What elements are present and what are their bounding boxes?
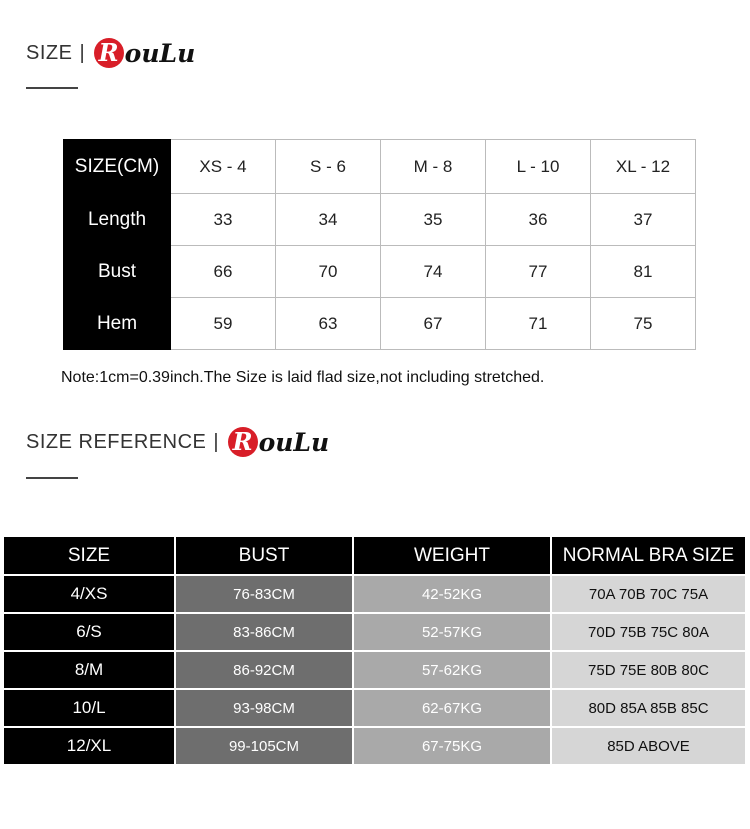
table-row <box>4 652 745 688</box>
table-cell: 76-83CM <box>176 576 352 612</box>
table-cell: 63 <box>276 298 381 350</box>
table-cell: 93-98CM <box>176 690 352 726</box>
column-header: WEIGHT <box>354 537 550 574</box>
size-column-header: S - 6 <box>276 140 381 194</box>
roulu-logo <box>228 427 330 457</box>
heading-underline <box>26 87 78 89</box>
table-cell: 67-75KG <box>354 728 550 764</box>
table-row <box>4 728 745 764</box>
roulu-logo <box>94 38 196 68</box>
column-header: SIZE <box>4 537 174 574</box>
table-cell: 83-86CM <box>176 614 352 650</box>
table-cell: 86-92CM <box>176 652 352 688</box>
row-label: Bust <box>64 246 171 298</box>
table-cell: 66 <box>171 246 276 298</box>
table-cell: 71 <box>486 298 591 350</box>
table-cell: 36 <box>486 194 591 246</box>
table-cell: 70A 70B 70C 75A <box>552 576 745 612</box>
table-cell: 59 <box>171 298 276 350</box>
table-cell: 74 <box>381 246 486 298</box>
size-reference-heading <box>26 427 329 457</box>
heading-underline <box>26 477 78 479</box>
table-cell: 70D 75B 75C 80A <box>552 614 745 650</box>
table-cell: 33 <box>171 194 276 246</box>
logo-initial: R <box>228 427 258 457</box>
logo-initial: R <box>94 38 124 68</box>
table-row <box>4 614 745 650</box>
table-row <box>64 194 696 246</box>
table-cell: 34 <box>276 194 381 246</box>
table-row <box>64 298 696 350</box>
size-reference-heading-text: SIZE REFERENCE <box>26 430 207 453</box>
table-cell: 57-62KG <box>354 652 550 688</box>
table-cell: 67 <box>381 298 486 350</box>
size-heading <box>26 38 195 68</box>
size-column-header: XS - 4 <box>171 140 276 194</box>
table-cell: 35 <box>381 194 486 246</box>
table-cell: 6/S <box>4 614 174 650</box>
logo-text: ouLu <box>124 38 196 68</box>
size-column-header: M - 8 <box>381 140 486 194</box>
table-cell: 42-52KG <box>354 576 550 612</box>
table-cell: 4/XS <box>4 576 174 612</box>
table-cell: 77 <box>486 246 591 298</box>
column-header: NORMAL BRA SIZE <box>552 537 745 574</box>
table-cell: 62-67KG <box>354 690 550 726</box>
table-cell: 81 <box>591 246 696 298</box>
table-cell: 52-57KG <box>354 614 550 650</box>
table-cell: 80D 85A 85B 85C <box>552 690 745 726</box>
table-cell: 12/XL <box>4 728 174 764</box>
row-label: Hem <box>64 298 171 350</box>
size-header-cell: SIZE(CM) <box>64 140 171 194</box>
logo-text: ouLu <box>258 427 330 457</box>
row-label: Length <box>64 194 171 246</box>
heading-separator: | <box>79 41 85 64</box>
column-header: BUST <box>176 537 352 574</box>
table-cell: 85D ABOVE <box>552 728 745 764</box>
table-cell: 10/L <box>4 690 174 726</box>
table-header-row <box>4 537 745 574</box>
size-note: Note:1cm=0.39inch.The Size is laid flad size,not including stretched. <box>61 369 545 386</box>
size-heading-text: SIZE <box>26 41 73 64</box>
size-column-header: XL - 12 <box>591 140 696 194</box>
table-row <box>4 690 745 726</box>
size-chart-table <box>63 139 696 350</box>
table-cell: 99-105CM <box>176 728 352 764</box>
table-cell: 75D 75E 80B 80C <box>552 652 745 688</box>
table-cell: 75 <box>591 298 696 350</box>
table-cell: 8/M <box>4 652 174 688</box>
table-row <box>64 140 696 194</box>
size-column-header: L - 10 <box>486 140 591 194</box>
table-row <box>4 576 745 612</box>
table-row <box>64 246 696 298</box>
size-reference-table <box>2 535 747 766</box>
table-cell: 70 <box>276 246 381 298</box>
heading-separator: | <box>213 430 219 453</box>
table-cell: 37 <box>591 194 696 246</box>
